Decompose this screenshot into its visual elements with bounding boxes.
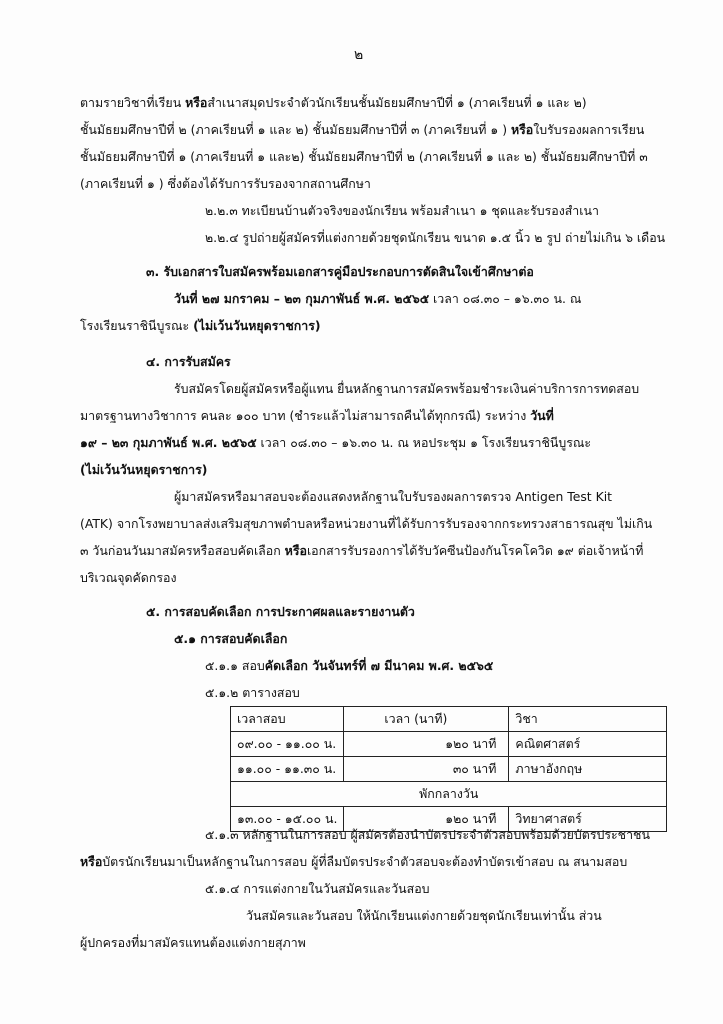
table-row: ๑๑.๐๐ - ๑๑.๓๐ น. ๓๐ นาที ภาษาอังกฤษ — [231, 757, 667, 782]
section-4-line-3: ๑๙ – ๒๓ กุมภาพันธ์ พ.ศ. ๒๕๖๕ เวลา ๐๘.๓๐ – ๑๖.๓๐ น. ณ หอประชุม ๑ โรงเรียนราชินีบูรณะ — [80, 435, 592, 450]
atk-line-2: (ATK) จากโรงพยาบาลส่งเสริมสุขภาพตำบลหรือหน่วยงานที่ได้รับการรับรองจากกระทรวงสาธารณสุข ไม่เกิน — [80, 516, 653, 531]
table-row: ๑๓.๐๐ - ๑๕.๐๐ น. ๑๒๐ นาที วิทยาศาสตร์ — [231, 807, 667, 832]
section-4-line-4: (ไม่เว้นวันหยุดราชการ) — [80, 462, 208, 477]
item-5-1-1: ๕.๑.๑ สอบคัดเลือก วันจันทร์ที่ ๗ มีนาคม พ.ศ. ๒๕๖๕ — [205, 658, 494, 673]
col-header-duration: เวลา (นาที) — [344, 707, 509, 732]
section-4-heading: ๔. การรับสมัคร — [146, 354, 231, 369]
dress-line-1: วันสมัครและวันสอบ ให้นักเรียนแต่งกายด้วยชุดนักเรียนเท่านั้น ส่วน — [246, 908, 602, 923]
section-5-1-heading: ๕.๑ การสอบคัดเลือก — [174, 631, 288, 646]
item-2-2-3: ๒.๒.๓ ทะเบียนบ้านตัวจริงของนักเรียน พร้อมสำเนา ๑ ชุดและรับรองสำเนา — [205, 203, 599, 218]
section-5-heading: ๕. การสอบคัดเลือก การประกาศผลและรายงานตัว — [146, 604, 415, 619]
section-3-place: โรงเรียนราชินีบูรณะ (ไม่เว้นวันหยุดราชการ) — [80, 318, 321, 333]
exam-schedule-table — [230, 706, 667, 832]
item-5-1-2: ๕.๑.๒ ตารางสอบ — [205, 685, 300, 700]
atk-line-1: ผู้มาสมัครหรือมาสอบจะต้องแสดงหลักฐานใบรับรองผลการตรวจ Antigen Test Kit — [174, 489, 613, 504]
item-2-2-4: ๒.๒.๔ รูปถ่ายผู้สมัครที่แต่งกายด้วยชุดนักเรียน ขนาด ๑.๕ นิ้ว ๒ รูป ถ่ายไม่เกิน ๖ เดือน — [205, 230, 666, 245]
col-header-time: เวลาสอบ — [231, 707, 344, 732]
para-line-4: (ภาคเรียนที่ ๑ ) ซึ่งต้องได้รับการรับรองจากสถานศึกษา — [80, 176, 371, 191]
section-3-heading: ๓. รับเอกสารใบสมัครพร้อมเอกสารคู่มือประกอบการตัดสินใจเข้าศึกษาต่อ — [146, 264, 534, 279]
item-5-1-4: ๕.๑.๔ การแต่งกายในวันสมัครและวันสอบ — [205, 881, 430, 896]
atk-line-4: บริเวณจุดคัดกรอง — [80, 570, 177, 585]
section-4-line-1: รับสมัครโดยผู้สมัครหรือผู้แทน ยื่นหลักฐานการสมัครพร้อมชำระเงินค่าบริการการทดสอบ — [174, 381, 640, 396]
section-4-line-2: มาตรฐานทางวิชาการ คนละ ๑๐๐ บาท (ชำระแล้วไม่สามารถคืนได้ทุกกรณี) ระหว่าง วันที่ — [80, 408, 554, 423]
table-header-row — [231, 707, 667, 732]
atk-line-3: ๓ วันก่อนวันมาสมัครหรือสอบคัดเลือก หรือเอกสารรับรองการได้รับวัคซีนป้องกันโรคโควิด ๑๙ ต่อเจ้าหน้าที่ — [80, 543, 644, 558]
item-5-1-3-line-1: ๕.๑.๓ หลักฐานในการสอบ ผู้สมัครต้องนำบัตรประจำตัวสอบพร้อมด้วยบัตรประชาชน — [205, 827, 650, 842]
item-5-1-3-line-2: หรือบัตรนักเรียนมาเป็นหลักฐานในการสอบ ผู้ที่ลืมบัตรประจำตัวสอบจะต้องทำบัตรเข้าสอบ ณ สนามสอบ — [80, 854, 628, 869]
page-number: ๒ — [354, 47, 364, 63]
dress-line-2: ผู้ปกครองที่มาสมัครแทนต้องแต่งกายสุภาพ — [80, 935, 306, 950]
section-3-date: วันที่ ๒๗ มกราคม – ๒๓ กุมภาพันธ์ พ.ศ. ๒๕๖๕ เวลา ๐๘.๓๐ – ๑๖.๓๐ น. ณ — [174, 291, 582, 306]
para-line-2: ชั้นมัธยมศึกษาปีที่ ๒ (ภาคเรียนที่ ๑ และ ๒) ชั้นมัธยมศึกษาปีที่ ๓ (ภาคเรียนที่ ๑ ) หรือใบรับรองผลการเรียน — [80, 122, 645, 137]
col-header-subject: วิชา — [509, 707, 667, 732]
table-row: ๐๙.๐๐ - ๑๑.๐๐ น. ๑๒๐ นาที คณิตศาสตร์ — [231, 732, 667, 757]
para-line-3: ชั้นมัธยมศึกษาปีที่ ๑ (ภาคเรียนที่ ๑ และ๒) ชั้นมัธยมศึกษาปีที่ ๒ (ภาคเรียนที่ ๑ และ ๒) ชั้นมัธยมศึกษาปีที่ ๓ — [80, 149, 648, 164]
table-break-row: พักกลางวัน — [231, 782, 667, 807]
para-line-1: ตามรายวิชาที่เรียน หรือสำเนาสมุดประจำตัวนักเรียนชั้นมัธยมศึกษาปีที่ ๑ (ภาคเรียนที่ ๑ และ ๒) — [80, 95, 587, 110]
